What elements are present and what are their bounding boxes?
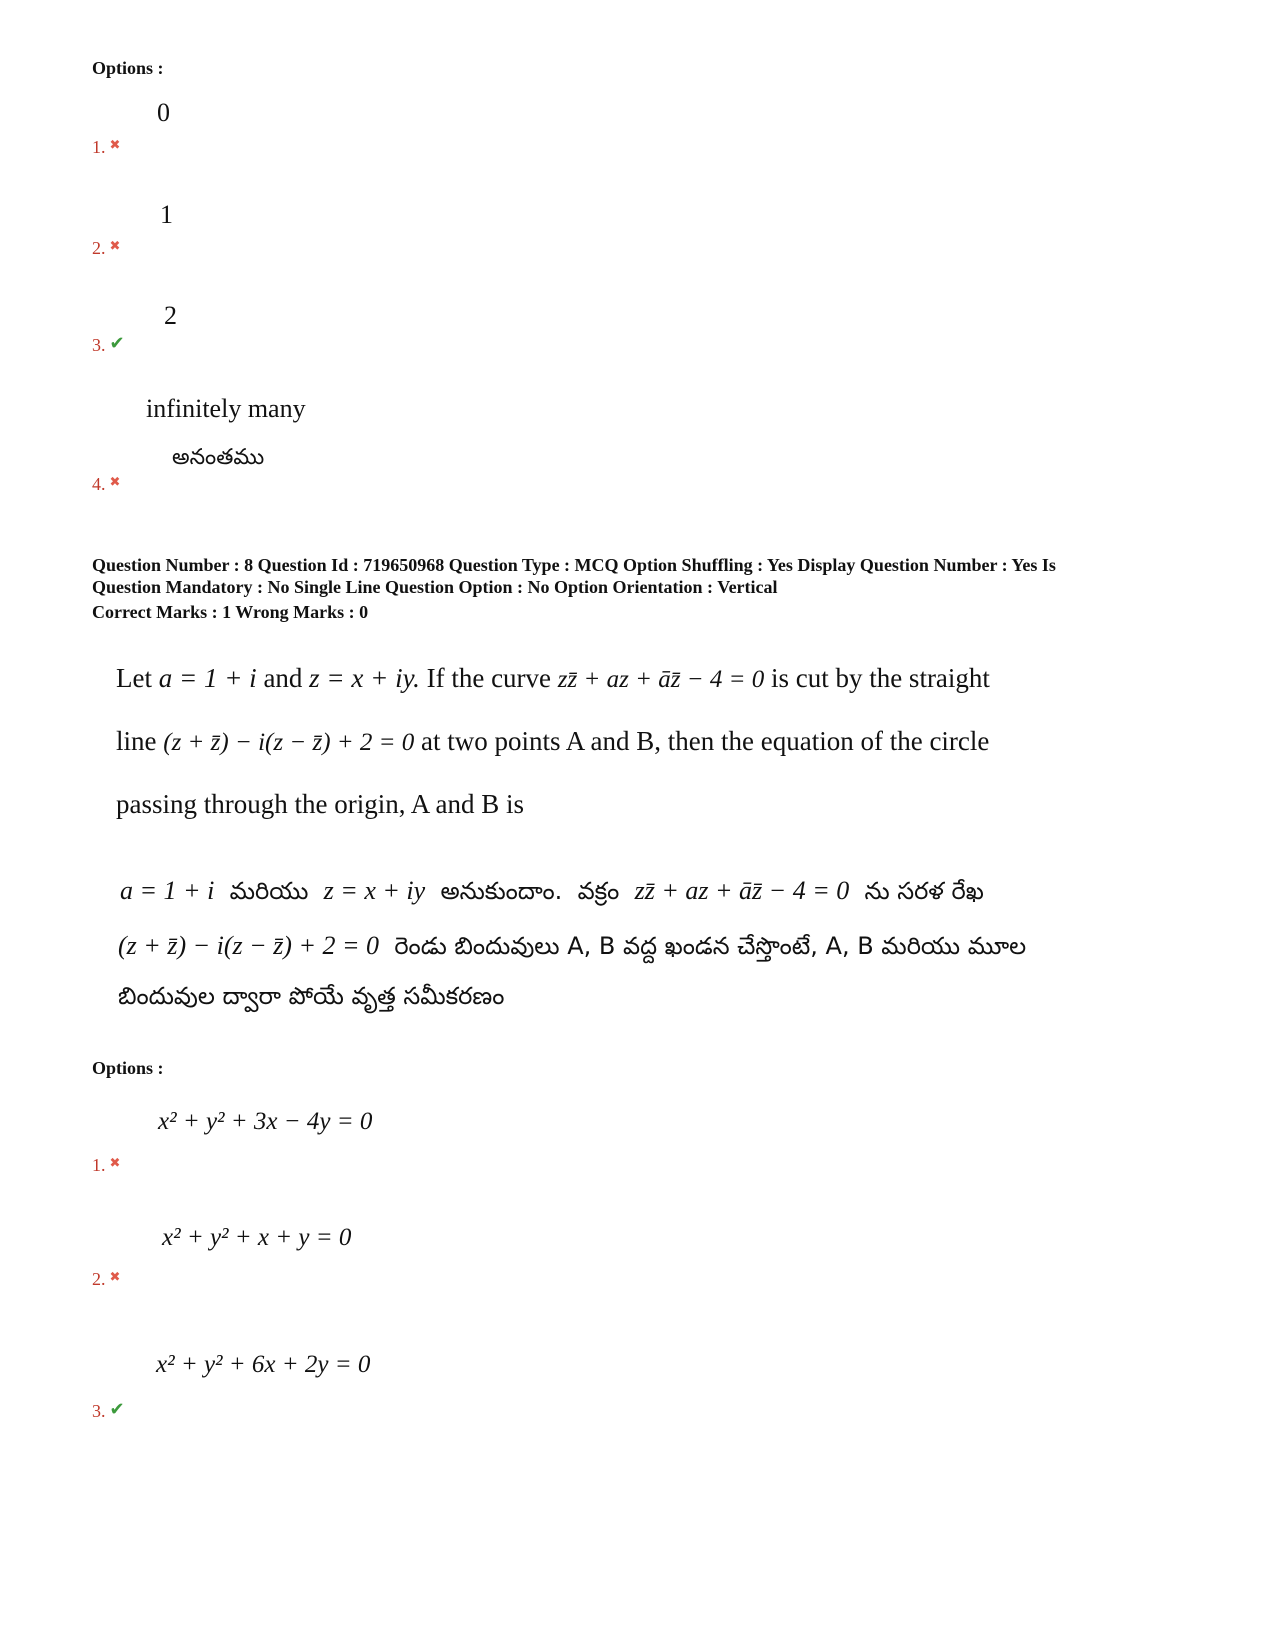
cross-icon: ✖ xyxy=(109,1155,121,1170)
option-number: 1. xyxy=(92,137,106,157)
option-equation: x² + y² + 6x + 2y = 0 xyxy=(156,1351,371,1378)
text: మరియు xyxy=(229,877,309,905)
check-icon: ✔ xyxy=(109,1399,125,1419)
options-label: Options : xyxy=(92,58,164,78)
text: and xyxy=(263,663,303,693)
option-value: 1 xyxy=(160,200,173,229)
math: a = 1 + i xyxy=(158,663,257,693)
option-number: 3. xyxy=(92,1401,106,1421)
option-equation: x² + y² + 3x − 4y = 0 xyxy=(158,1108,373,1135)
option-number-row xyxy=(92,238,120,259)
option-number: 1. xyxy=(92,1155,106,1175)
question-meta-line2: Question Mandatory : No Single Line Question Option : No Option Orientation : Vertical xyxy=(92,577,778,597)
question-telugu-line1 xyxy=(120,876,984,911)
math: z = x + iy. xyxy=(309,663,420,693)
text: రెండు బిందువులు A, B వద్ద ఖండన చేస్తొంటే, A, B మరియు మూల xyxy=(394,932,1027,960)
question-english-line2 xyxy=(116,726,989,757)
math: (z + z̄) − i(z − z̄) + 2 = 0 xyxy=(163,729,415,756)
cross-icon: ✖ xyxy=(109,1269,121,1284)
math: (z + z̄) − i(z − z̄) + 2 = 0 xyxy=(118,931,380,960)
option-number-row xyxy=(92,1155,120,1176)
option-equation: x² + y² + x + y = 0 xyxy=(162,1224,352,1251)
question-meta xyxy=(92,554,1202,598)
option-number: 4. xyxy=(92,474,106,494)
cross-icon: ✖ xyxy=(109,137,121,152)
option-number: 2. xyxy=(92,238,106,258)
option-value: 2 xyxy=(164,301,177,330)
option-value: infinitely many xyxy=(146,394,306,423)
option-number-row xyxy=(92,1401,125,1422)
options-label: Options : xyxy=(92,1058,164,1078)
text: is cut by the straight xyxy=(770,663,990,693)
text: వక్రం xyxy=(577,877,620,905)
question-meta-line1: Question Number : 8 Question Id : 719650968 Question Type : MCQ Option Shuffling : Yes Display Question Number : Yes Is xyxy=(92,555,1056,575)
math: z = x + iy xyxy=(323,876,426,905)
option-value-telugu: అనంతము xyxy=(172,445,265,470)
check-icon: ✔ xyxy=(109,333,125,353)
text: line xyxy=(116,726,157,756)
text: at two points A and B, then the equation of the circle xyxy=(421,726,990,756)
math: a = 1 + i xyxy=(120,876,215,905)
option-number: 2. xyxy=(92,1269,106,1289)
text: అనుకుందాం. xyxy=(440,877,563,905)
text: Let xyxy=(116,663,152,693)
cross-icon: ✖ xyxy=(109,474,121,489)
option-number: 3. xyxy=(92,335,106,355)
text: ను సరళ రేఖ xyxy=(864,877,984,905)
math: zz̄ + az + āz̄ − 4 = 0 xyxy=(634,876,850,905)
text: If the curve xyxy=(426,663,552,693)
option-value: 0 xyxy=(157,98,170,127)
question-english-line1 xyxy=(116,663,990,694)
option-number-row xyxy=(92,335,125,356)
question-telugu-line3: బిందువుల ద్వారా పోయే వృత్త సమీకరణం xyxy=(118,982,505,1010)
question-telugu-line2 xyxy=(118,931,1026,966)
question-english-line3: passing through the origin, A and B is xyxy=(116,789,524,819)
option-number-row xyxy=(92,474,120,495)
cross-icon: ✖ xyxy=(109,238,121,253)
math: zz̄ + az + āz̄ − 4 = 0 xyxy=(557,666,765,693)
question-marks: Correct Marks : 1 Wrong Marks : 0 xyxy=(92,602,369,622)
option-number-row xyxy=(92,1269,120,1290)
option-number-row xyxy=(92,137,120,158)
